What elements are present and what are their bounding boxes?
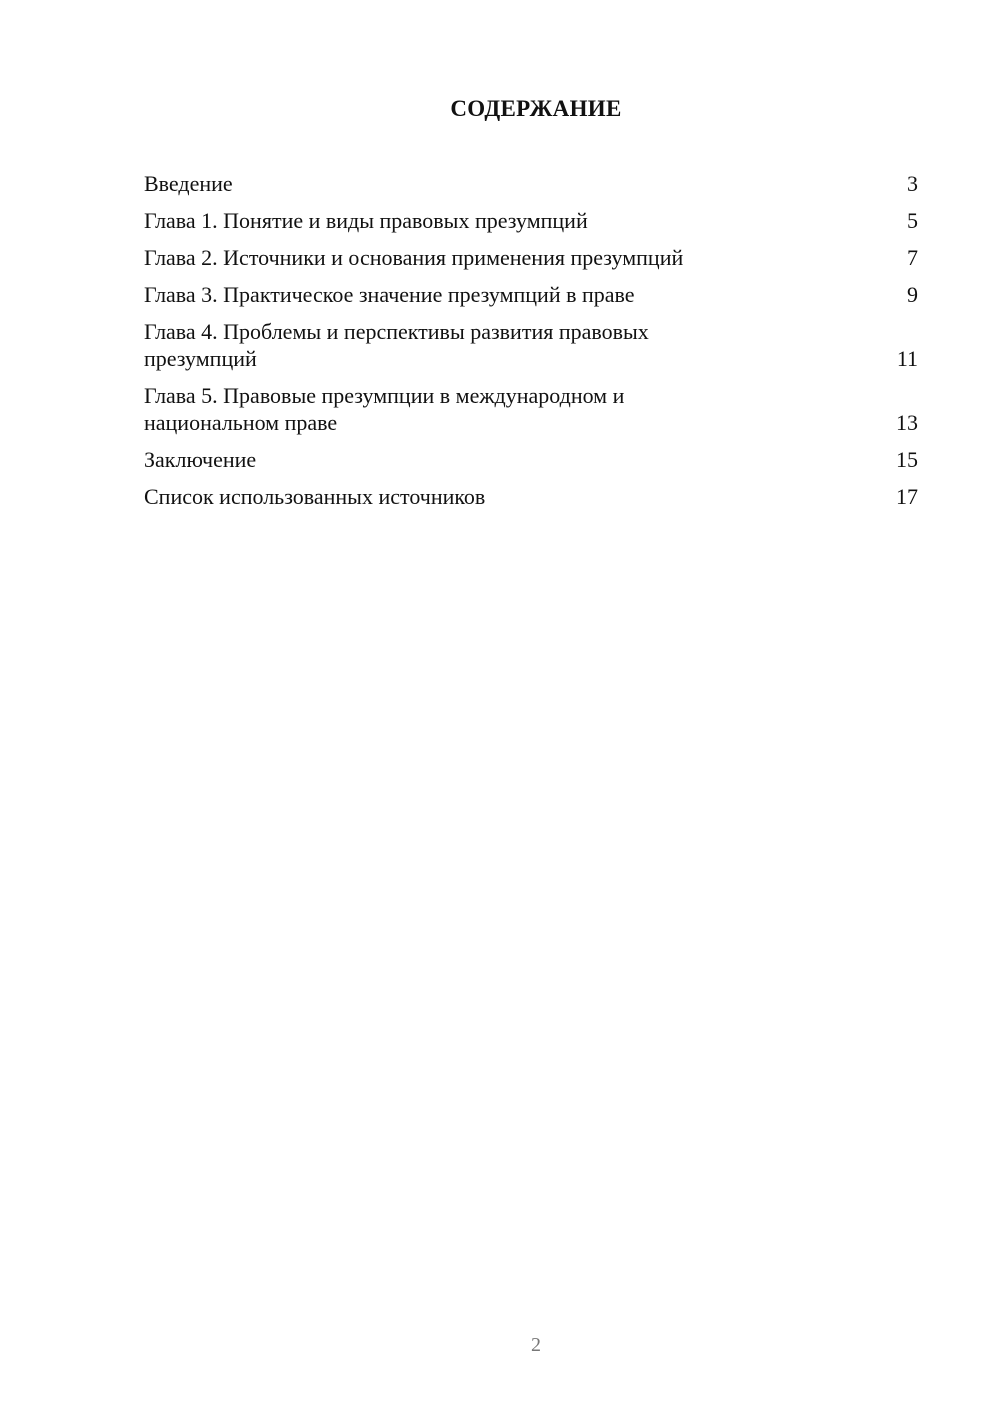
toc-entry-text: Глава 4. Проблемы и перспективы развития правовых презумпций [144, 319, 649, 371]
toc-entry-text: Введение [144, 171, 233, 196]
toc-entry-page: 9 [907, 282, 918, 307]
toc-entry [144, 281, 918, 308]
toc-entry-page: 7 [907, 245, 918, 270]
toc-entry-page: 5 [907, 208, 918, 233]
table-of-contents [144, 170, 918, 520]
toc-entry-text: Глава 5. Правовые презумпции в международном и национальном праве [144, 383, 625, 435]
toc-entry [144, 170, 918, 197]
toc-entry [144, 318, 918, 372]
page-number: 2 [531, 1334, 541, 1356]
toc-entry [144, 207, 918, 234]
toc-entry-text: Заключение [144, 447, 257, 472]
page-title: СОДЕРЖАНИЕ [450, 96, 622, 121]
toc-entry-text: Глава 3. Практическое значение презумпций в праве [144, 282, 635, 307]
toc-entry-page: 11 [896, 346, 918, 371]
toc-entry-page: 15 [896, 447, 918, 472]
toc-entry-text: Глава 2. Источники и основания применения презумпций [144, 245, 684, 270]
toc-entry-page: 17 [896, 484, 918, 509]
toc-entry-page: 13 [896, 410, 918, 435]
toc-entry-text: Список использованных источников [144, 484, 486, 509]
toc-entry [144, 382, 918, 436]
toc-entry [144, 483, 918, 510]
toc-entry-text: Глава 1. Понятие и виды правовых презумпций [144, 208, 588, 233]
toc-entry [144, 446, 918, 473]
toc-entry-page: 3 [907, 171, 918, 196]
toc-entry [144, 244, 918, 271]
